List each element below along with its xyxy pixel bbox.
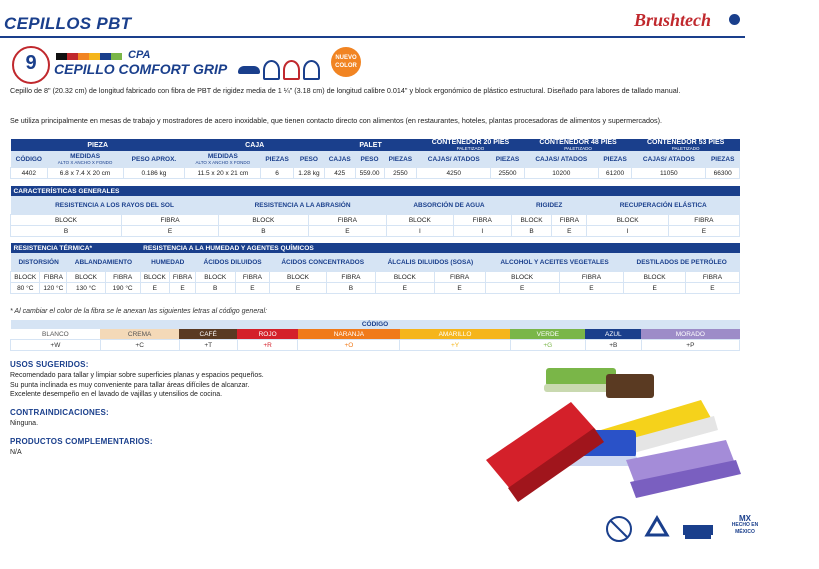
cpa-label: CPA [128, 49, 151, 61]
cell: I [387, 226, 454, 237]
sub-block: BLOCK [511, 215, 551, 226]
brushtech-logo: Brushtech [634, 10, 712, 30]
color-swatch-azul: AZUL [585, 329, 641, 340]
resistencia-table [10, 243, 740, 294]
color-code-cell: +B [585, 340, 641, 351]
color-swatch-morado: MORADO [641, 329, 739, 340]
color-code-cell: +T [179, 340, 237, 351]
sub-fibra: FIBRA [559, 272, 624, 283]
caracteristicas-title: CARACTERÍSTICAS GENERALES [11, 186, 740, 196]
sub-block: BLOCK [140, 272, 169, 283]
sub-fibra: FIBRA [308, 215, 386, 226]
cell: E [376, 283, 434, 294]
col-c20-cajas: CAJAS/ ATADOS [417, 151, 491, 168]
sub-fibra: FIBRA [685, 272, 739, 283]
sub-block: BLOCK [376, 272, 434, 283]
description-usage: Se utiliza principalmente en mesas de trabajo y mostradores de acero inoxidable, que tienen contacto directo con alimentos (en restaurantes, hoteles, plantas procesadoras de alimentos y supermercados). [10, 116, 663, 125]
specs-table [10, 139, 740, 179]
col-c48-piezas: PIEZAS [598, 151, 632, 168]
footer-icons [605, 515, 765, 543]
cell: 80 °C [11, 283, 40, 294]
col-abrasion: RESISTENCIA A LA ABRASIÓN [219, 196, 387, 215]
cell: I [587, 226, 668, 237]
col-palet-cajas: CAJAS [324, 151, 355, 168]
cell: 120 °C [40, 283, 67, 294]
sub-fibra: FIBRA [434, 272, 485, 283]
cell: I [453, 226, 511, 237]
color-swatch-rojo: ROJO [237, 329, 298, 340]
table-row [11, 283, 740, 294]
brush-symbol-icon [681, 517, 715, 541]
color-code-cell: +G [510, 340, 585, 351]
col-absorcion: ABSORCIÓN DE AGUA [387, 196, 512, 215]
col-rigidez: RIGIDEZ [511, 196, 587, 215]
cell: B [511, 226, 551, 237]
col-rayos-sol: RESISTENCIA A LOS RAYOS DEL SOL [11, 196, 219, 215]
cell: 4250 [417, 168, 491, 179]
cell: 559.00 [355, 168, 384, 179]
col-destilados: DESTILADOS DE PETRÓLEO [624, 253, 740, 272]
usos-list [10, 371, 330, 400]
sub-fibra: FIBRA [105, 272, 140, 283]
col-medidas: MEDIDAS ALTO X ANCHO X FONDO [47, 151, 123, 168]
brush-red [486, 402, 604, 502]
cell: B [11, 226, 122, 237]
col-acidos-diluidos: ÁCIDOS DILUIDOS [195, 253, 269, 272]
no-tools-icon [605, 515, 633, 543]
col-c53-piezas: PIEZAS [706, 151, 740, 168]
color-swatch-verde: VERDE [510, 329, 585, 340]
cell: 425 [324, 168, 355, 179]
badge-number: 9 [25, 52, 37, 74]
cell: 66300 [706, 168, 740, 179]
cell: E [668, 226, 739, 237]
list-item: Excelente desempeño en el lavado de vajillas y utensilios de cocina. [10, 391, 223, 398]
color-code-cell: +W [11, 340, 101, 351]
group-cont53: CONTENEDOR 53 PIES PALETIZADO [632, 139, 740, 151]
list-item: Recomendado para tallar y limpiar sobre superficies planas y espacios pequeños. [10, 372, 264, 379]
nuevo-color-badge: NUEVO COLOR [331, 47, 361, 77]
shoe-icon [238, 66, 260, 74]
sub-block: BLOCK [624, 272, 686, 283]
cell: 11050 [632, 168, 706, 179]
codigo-title: CÓDIGO [11, 320, 740, 329]
colors-badge-icon [12, 46, 50, 84]
group-palet: PALET [324, 139, 416, 151]
person-icon-2 [283, 60, 300, 80]
sub-fibra: FIBRA [40, 272, 67, 283]
col-caja-piezas: PIEZAS [261, 151, 294, 168]
resistencia-humedad-title: RESISTENCIA A LA HUMEDAD Y AGENTES QUÍMICOS [140, 243, 739, 253]
sub-block: BLOCK [270, 272, 326, 283]
cell: 10200 [524, 168, 598, 179]
contra-text: Ninguna. [10, 420, 39, 427]
col-acidos-concentrados: ÁCIDOS CONCENTRADOS [270, 253, 376, 272]
color-swatch-café: CAFÉ [179, 329, 237, 340]
sub-fibra: FIBRA [552, 215, 587, 226]
cell: 2550 [384, 168, 417, 179]
sub-block: BLOCK [67, 272, 105, 283]
cell: E [552, 226, 587, 237]
brush-brown [606, 374, 654, 398]
contra-title: CONTRAINDICACIONES: [10, 408, 109, 417]
sub-block: BLOCK [485, 272, 559, 283]
product-brushes-image [486, 360, 744, 510]
page-title: CEPILLOS PBT [4, 14, 132, 33]
made-in-mexico-badge: MX HECHO EN MÉXICO [731, 514, 759, 535]
cell: E [685, 283, 739, 294]
table-row [11, 168, 740, 179]
color-swatch-naranja: NARANJA [298, 329, 400, 340]
sub-block: BLOCK [587, 215, 668, 226]
product-name: CEPILLO COMFORT GRIP [54, 61, 228, 77]
col-palet-peso: PESO [355, 151, 384, 168]
color-swatch-amarillo: AMARILLO [400, 329, 510, 340]
color-swatch-blanco: BLANCO [11, 329, 101, 340]
sub-fibra: FIBRA [235, 272, 270, 283]
cell: 25500 [491, 168, 525, 179]
col-caja-peso: PESO [293, 151, 324, 168]
sub-fibra: FIBRA [170, 272, 196, 283]
cell: B [326, 283, 375, 294]
color-code-cell: +P [641, 340, 739, 351]
cell: 61200 [598, 168, 632, 179]
cell: E [624, 283, 686, 294]
cell: E [235, 283, 270, 294]
cell: E [270, 283, 326, 294]
color-code-cell: +Y [400, 340, 510, 351]
cell: E [140, 283, 169, 294]
recycle-icon [643, 515, 671, 543]
cell: 11.5 x 20 x 21 cm [185, 168, 261, 179]
group-pieza: PIEZA [11, 139, 185, 151]
cell: E [485, 283, 559, 294]
color-strip [56, 53, 122, 60]
sub-block: BLOCK [11, 272, 40, 283]
sub-fibra: FIBRA [453, 215, 511, 226]
col-ablandamiento: ABLANDAMIENTO [67, 253, 140, 272]
cell: 6 [261, 168, 294, 179]
cell: B [195, 283, 235, 294]
usos-title: USOS SUGERIDOS: [10, 360, 89, 369]
cell: 130 °C [67, 283, 105, 294]
description-main: Cepillo de 8" (20.32 cm) de longitud fabricado con fibra de PBT de rigidez media de 1 ¼" (3.18 cm) de longitud calibre 0.014" y block ergonómico de plástico estructural. Diseñado para labores de tallado manual. [10, 86, 681, 95]
list-item: Su punta inclinada es muy conveniente para tallar áreas difíciles de alcanzar. [10, 381, 250, 389]
col-recuperacion: RECUPERACIÓN ELÁSTICA [587, 196, 740, 215]
sub-block: BLOCK [387, 215, 454, 226]
cell: E [170, 283, 196, 294]
cell: 4402 [11, 168, 48, 179]
sub-block: BLOCK [11, 215, 122, 226]
header-divider [0, 36, 745, 38]
cell: E [559, 283, 624, 294]
logo-mark-icon [729, 14, 740, 25]
col-codigo: CÓDIGO [11, 151, 48, 168]
col-c20-piezas: PIEZAS [491, 151, 525, 168]
sub-fibra: FIBRA [668, 215, 739, 226]
sub-block: BLOCK [195, 272, 235, 283]
group-cont20: CONTENEDOR 20 PIES PALETIZADO [417, 139, 525, 151]
usage-icons [238, 60, 320, 80]
cell: E [121, 226, 218, 237]
cell: E [308, 226, 386, 237]
col-c48-cajas: CAJAS/ ATADOS [524, 151, 598, 168]
col-alcalis: ÁLCALIS DILUIDOS (SOSA) [376, 253, 486, 272]
sub-fibra: FIBRA [326, 272, 375, 283]
color-codes-row [11, 340, 740, 351]
col-peso-aprox: PESO APROX. [123, 151, 185, 168]
cell: 1.28 kg [293, 168, 324, 179]
color-code-cell: +O [298, 340, 400, 351]
complementarios-title: PRODUCTOS COMPLEMENTARIOS: [10, 437, 153, 446]
chef-icon [303, 60, 320, 80]
col-palet-piezas: PIEZAS [384, 151, 417, 168]
cell: 0.186 kg [123, 168, 185, 179]
cell: B [219, 226, 309, 237]
color-code-note: * Al cambiar el color de la fibra se le anexan las siguientes letras al código general: [10, 308, 267, 315]
resistencia-termica-title: RESISTENCIA TÉRMICA* [11, 243, 141, 253]
col-distorsion: DISTORSIÓN [11, 253, 67, 272]
color-code-cell: +C [100, 340, 179, 351]
cell: E [434, 283, 485, 294]
table-row [11, 226, 740, 237]
group-caja: CAJA [185, 139, 325, 151]
color-code-cell: +R [237, 340, 298, 351]
color-swatch-crema: CREMA [100, 329, 179, 340]
color-names-row [11, 329, 740, 340]
cell: 190 °C [105, 283, 140, 294]
col-alcohol: ALCOHOL Y ACEITES VEGETALES [485, 253, 624, 272]
caracteristicas-table [10, 186, 740, 237]
sub-block: BLOCK [219, 215, 309, 226]
col-caja-medidas: MEDIDAS ALTO X ANCHO X FONDO [185, 151, 261, 168]
col-c53-cajas: CAJAS/ ATADOS [632, 151, 706, 168]
cell: 6.8 x 7.4 X 20 cm [47, 168, 123, 179]
sub-fibra: FIBRA [121, 215, 218, 226]
complementarios-text: N/A [10, 449, 22, 456]
color-code-table [10, 320, 740, 351]
person-icon [263, 60, 280, 80]
group-cont48: CONTENEDOR 48 PIES PALETIZADO [524, 139, 632, 151]
col-humedad: HUMEDAD [140, 253, 195, 272]
